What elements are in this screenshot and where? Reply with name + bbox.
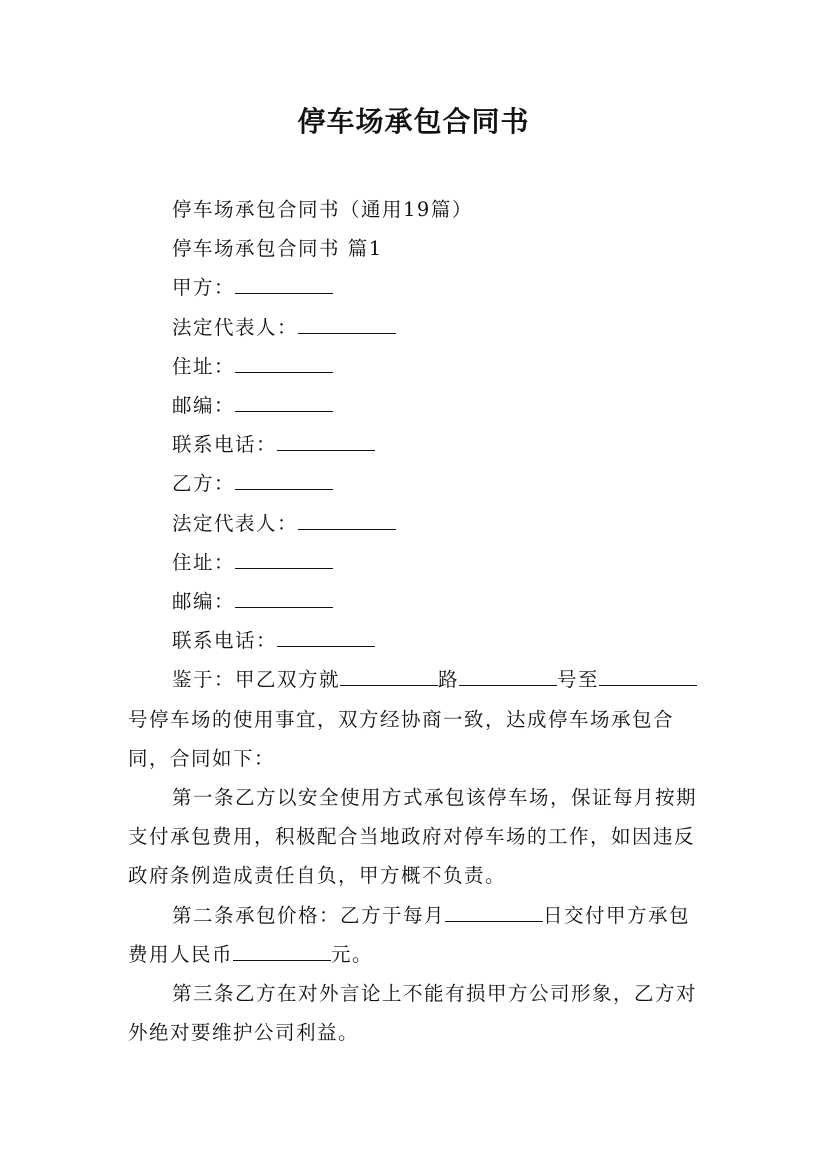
article-2-text: 日交付甲方承包费用人民币	[128, 903, 691, 966]
party-a-rep-label: 法定代表人：	[172, 315, 299, 339]
fill-blank	[459, 684, 557, 686]
preamble-paragraph	[128, 660, 704, 778]
fill-blank	[340, 684, 438, 686]
fill-blank	[277, 449, 375, 451]
party-b-label: 乙方：	[172, 472, 236, 496]
article-1: 第一条乙方以安全使用方式承包该停车场，保证每月按期支付承包费用，积极配合当地政府对停车场的工作，如因违反政府条例造成责任自负，甲方概不负责。	[128, 786, 698, 888]
fill-blank	[235, 371, 333, 373]
fill-blank	[235, 292, 333, 294]
party-a-phone-label: 联系电话：	[172, 433, 278, 457]
article-2-text: 第二条承包价格：乙方于每月	[172, 903, 446, 927]
fill-blank	[298, 332, 396, 334]
fill-blank	[235, 606, 333, 608]
party-a-line	[128, 268, 704, 307]
party-b-line	[128, 464, 704, 503]
party-b-phone-line	[128, 621, 704, 660]
party-b-address-label: 住址：	[172, 550, 236, 574]
preamble-text: 鉴于：甲乙双方就	[172, 668, 341, 692]
party-a-label: 甲方：	[172, 276, 236, 300]
fill-blank	[235, 488, 333, 490]
fill-blank	[235, 567, 333, 569]
article-2	[128, 896, 704, 974]
party-a-postcode-line	[128, 386, 704, 425]
party-a-address-line	[128, 347, 704, 386]
fill-blank	[599, 684, 697, 686]
party-b-postcode-line	[128, 582, 704, 621]
party-a-rep-line	[128, 308, 704, 347]
article-2-text: 元。	[331, 942, 374, 966]
document-body	[128, 190, 704, 1052]
party-b-postcode-label: 邮编：	[172, 590, 236, 614]
document-title: 停车场承包合同书	[297, 105, 530, 138]
preamble-text: 号停车场的使用事宜，双方经协商一致，达成停车场承包合同，合同如下：	[128, 707, 675, 770]
party-b-phone-label: 联系电话：	[172, 629, 278, 653]
fill-blank	[277, 645, 375, 647]
party-a-postcode-label: 邮编：	[172, 394, 236, 418]
party-b-address-line	[128, 543, 704, 582]
party-a-phone-line	[128, 425, 704, 464]
party-b-rep-line	[128, 504, 704, 543]
fill-blank	[235, 410, 333, 412]
fill-blank	[298, 528, 396, 530]
preamble-text: 号至	[557, 668, 600, 692]
preamble-text: 路	[438, 668, 460, 692]
party-a-address-label: 住址：	[172, 354, 236, 378]
article-3: 第三条乙方在对外言论上不能有损甲方公司形象，乙方对外绝对要维护公司利益。	[128, 982, 698, 1045]
section-heading: 停车场承包合同书 篇1	[172, 237, 383, 261]
fill-blank	[233, 959, 331, 961]
subtitle: 停车场承包合同书（通用19篇）	[172, 198, 473, 221]
party-b-rep-label: 法定代表人：	[172, 511, 299, 535]
fill-blank	[445, 920, 543, 922]
